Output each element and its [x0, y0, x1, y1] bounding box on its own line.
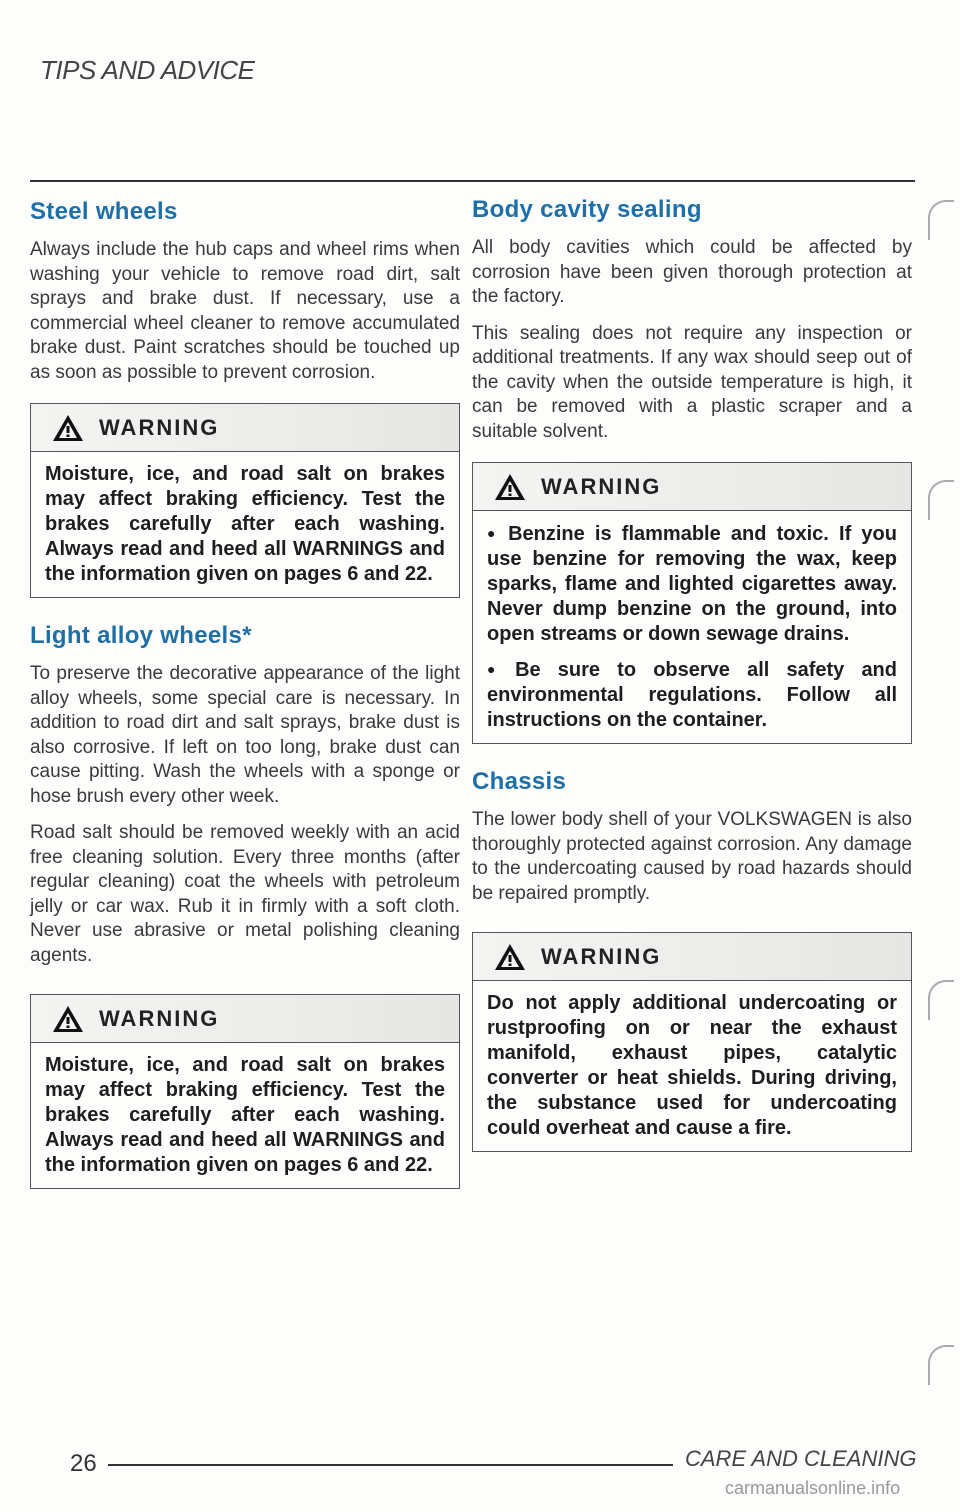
steel-wheels-text: Always include the hub caps and wheel rims when washing your vehicle to remove road dirt, salt sprays and brake dust. If necessary, use a commercial wheel cleaner to remove accumulated brake dust. Paint scratches should be touched up as soon as possible to prevent corrosion. — [30, 239, 460, 383]
warning-triangle-icon — [51, 413, 85, 443]
watermark: carmanualsonline.info — [725, 1478, 901, 1498]
warning-header — [473, 933, 911, 981]
warning-header — [31, 995, 459, 1043]
warning-header — [473, 463, 911, 511]
steel-wheels-heading: Steel wheels — [30, 198, 178, 225]
margin-mark — [928, 980, 954, 1020]
light-alloy-text-2: Road salt should be removed weekly with an acid free cleaning solution. Every three months (after regular cleaning) coat the wheels with petroleum jelly or car wax. Rub it in firmly with a soft cloth. Never use abrasive or metal polishing cleaning agents. — [30, 822, 460, 966]
light-alloy-wheels-heading: Light alloy wheels* — [30, 622, 252, 649]
warning-triangle-icon — [493, 472, 527, 502]
warning-header — [31, 404, 459, 452]
warning-box-3 — [472, 462, 912, 744]
chassis-text: The lower body shell of your VOLKSWAGEN is also thoroughly protected against corrosion. Any damage to the undercoating caused by road hazards should be repaired promptly. — [472, 809, 912, 904]
light-alloy-text-1: To preserve the decorative appearance of the light alloy wheels, some special care is necessary. In addition to road dirt and salt sprays, brake dust is also corrosive. If left on too long, brake dust can cause pitting. Wash the wheels with a sponge or hose brush every other week. — [30, 663, 460, 807]
chassis-heading: Chassis — [472, 768, 567, 795]
warning-text: Moisture, ice, and road salt on brakes may affect braking efficiency. Test the brakes carefully after each washing. Always read and heed all WARNINGS and the information given on pages 6 and 22. — [45, 1054, 445, 1176]
page-number: 26 — [70, 1450, 97, 1477]
page-header-title: TIPS AND ADVICE — [40, 55, 255, 85]
body-cavity-text-2: This sealing does not require any inspection or additional treatments. If any wax should seep out of the cavity when the outside temperature is high, it can be removed with a plastic scraper and a suitable solvent. — [472, 322, 912, 442]
warning-text: Moisture, ice, and road salt on brakes may affect braking efficiency. Test the brakes carefully after each washing. Always read and heed all WARNINGS and the information given on pages 6 and 22. — [45, 463, 445, 585]
margin-mark — [928, 480, 954, 520]
body-cavity-text-1: All body cavities which could be affected by corrosion have been given thorough protection at the factory. — [472, 237, 912, 307]
warning-label: WARNING — [541, 943, 662, 969]
warning-triangle-icon — [493, 942, 527, 972]
footer-section-title: CARE AND CLEANING — [685, 1446, 917, 1471]
warning-triangle-icon — [51, 1004, 85, 1034]
top-divider — [30, 180, 915, 182]
margin-mark — [928, 200, 954, 240]
warning-box-2 — [30, 994, 460, 1189]
warning-text: Do not apply additional undercoating or rustproofing on or near the exhaust manifold, exhaust pipes, catalytic converter or heat shields. During driving, the substance used for undercoating could overheat and cause a fire. — [487, 992, 897, 1139]
warning-label: WARNING — [99, 1005, 220, 1031]
warning-bullet-1: ● Benzine is flammable and toxic. If you use benzine for removing the wax, keep sparks, flame and lighted cigarettes away. Never dump benzine on the ground, into open streams or down sewage drains. — [487, 521, 897, 647]
body-cavity-sealing-heading: Body cavity sealing — [472, 196, 702, 223]
warning-label: WARNING — [541, 473, 662, 499]
warning-box-1 — [30, 403, 460, 598]
warning-bullet-2: ● Be sure to observe all safety and environmental regulations. Follow all instructions on the container. — [487, 657, 897, 733]
right-column — [472, 190, 912, 1176]
warning-box-4 — [472, 932, 912, 1152]
left-column — [30, 190, 460, 1213]
warning-label: WARNING — [99, 414, 220, 440]
footer-divider — [108, 1464, 673, 1466]
margin-mark — [928, 1345, 954, 1385]
